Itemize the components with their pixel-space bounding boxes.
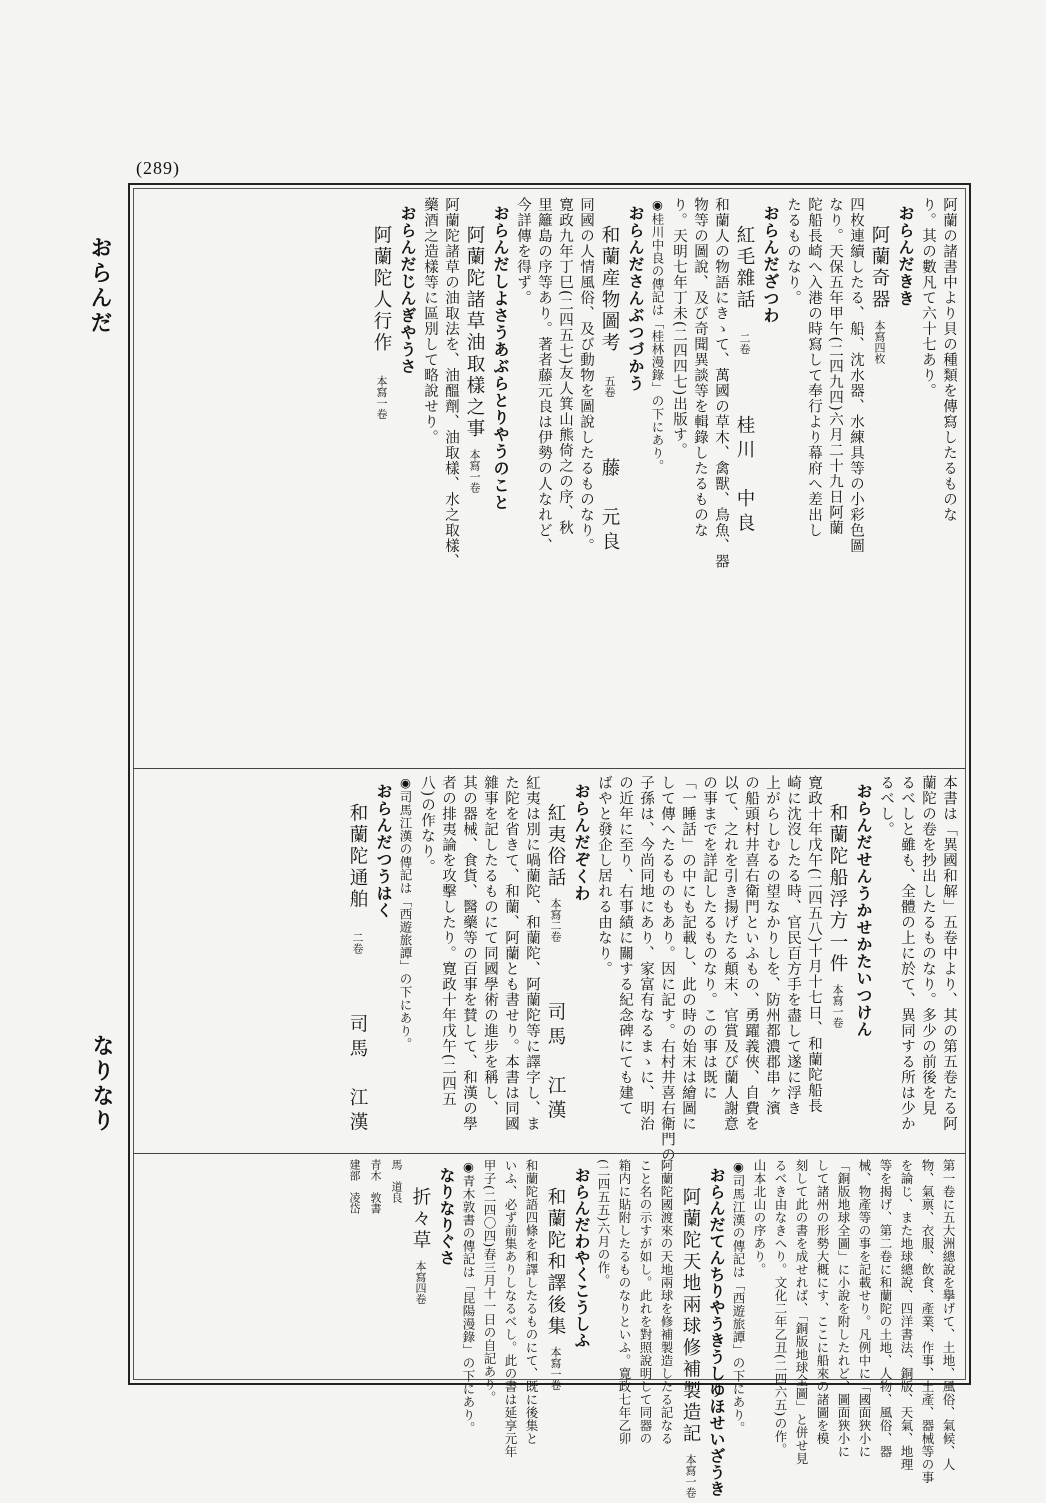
body-line: 本書は「異國和解」五卷中より、其の第五卷たる阿: [941, 775, 957, 1132]
running-head-top: おらんだ: [87, 236, 112, 336]
band-top: [140, 197, 959, 762]
entry-author: 建部 凌岱: [348, 1159, 361, 1214]
entry-volumes: 二卷: [738, 332, 751, 355]
text-column: [140, 1159, 959, 1498]
entry-heading: おらんだわやくこうしふ: [572, 1167, 591, 1349]
body-line: 阿蘭の諸書中より貝の種類を傳寫したるものな: [941, 197, 957, 523]
entry-meta: 本寫: [831, 983, 844, 1006]
entry-heading: おらんだぞくわ: [572, 783, 591, 902]
entry-volumes: 四枚: [873, 341, 886, 364]
entry-title: [542, 775, 569, 1147]
entry-title: [824, 775, 851, 1147]
body-line: の船頭村井喜右衛門といふもの、勇躍義俠、自費を: [743, 775, 759, 1132]
body-line: 子孫は、今尚同地にあり、家富有なるまゝに、明治: [638, 775, 654, 1132]
body-line: 紅夷は別に喎蘭陀、和蘭陀、阿蘭陀等に譯字し、ま: [524, 775, 540, 1132]
entry-heading: おらんだじんぎやうさ: [398, 205, 417, 375]
body-line: 箱内に貼附したるものなりといふ。寛政七年乙卯: [617, 1159, 632, 1445]
entry-volumes: 二卷: [549, 919, 562, 942]
body-line: 上がらしむるの望なかりしを、防州都濃郡串ヶ濱: [764, 775, 780, 1116]
band-divider: [133, 768, 966, 769]
page-number: (289): [136, 158, 180, 178]
entry-title: [596, 197, 623, 762]
title-text: 紅夷俗話: [545, 803, 566, 889]
body-line: を論じ、また地球總說、四洋書法、銅版、天氣、地理: [899, 1159, 914, 1471]
band-divider: [133, 1153, 966, 1154]
body-line: たるものなり。: [785, 197, 801, 306]
body-line: り。天明七年丁未(二四四七)出版す。: [671, 197, 687, 459]
body-line: 第一卷に五大洲總說を擧げて、土地、風俗、氣候、人: [941, 1159, 956, 1471]
body-line: るべき由なきへり。文化二年乙丑(二四六五)の作。: [773, 1159, 788, 1456]
title-text: 阿蘭奇器: [869, 225, 890, 311]
body-line: 刻して此の書を成せれば、「銅版地球全圖」と併せ見: [794, 1159, 809, 1465]
title-text: 阿蘭陀人行作: [371, 225, 392, 354]
entry-title: [677, 1159, 704, 1498]
entry-title: [731, 197, 758, 762]
body-line: 里籬島の序等あり。著者藤元良は伊勢の人なれど、: [536, 197, 552, 554]
body-line: 山本北山の序あり。: [752, 1159, 767, 1276]
title-text: 和蘭陀通舶: [347, 803, 368, 911]
body-line: 物、氣禀、衣服、飲食、產業、作事、土產、器械等の事: [920, 1159, 935, 1484]
entry-heading: おらんだしよさうあぶらとりやうのこと: [491, 205, 510, 511]
entry-author: 司馬 江漢: [347, 1014, 368, 1137]
body-line: るべし。: [878, 775, 894, 837]
body-line: 藥酒之造樣等に區別して略說せり。: [422, 197, 438, 445]
entry-volumes: 一卷: [468, 470, 481, 493]
body-line: 以て、之れを引き揚げたる顛末、官賞及び蘭人謝意: [722, 775, 738, 1132]
entry-author: 桂川 中良: [734, 414, 755, 537]
entry-title: [407, 1159, 434, 1379]
body-line: 和蘭陀語四條を和譯したるものにて、既に後集と: [524, 1159, 539, 1445]
body-line: 和蘭人の物語にきゝて、萬國の草木、禽獸、鳥魚、器: [713, 197, 729, 569]
title-text: 和蘭産物圖考: [599, 225, 620, 354]
reference-note: ◉司馬江漢の傳記は「西遊旅譚」の下にあり。: [398, 775, 413, 1051]
title-text: 阿蘭陀天地兩球修補製造記: [680, 1187, 701, 1445]
entry-meta: 本寫: [684, 1453, 697, 1476]
title-text: 和蘭陀和譯後集: [545, 1187, 566, 1338]
body-line: 寛政十年戊午(二四五八)十月十七日、和蘭陀船長: [806, 775, 822, 1114]
body-line: 陀船長崎へ入港の時寫して奉行より幕府へ差出し: [806, 197, 822, 538]
body-line: して傳へたるものもあり。因に記す。右村井喜右衛門の: [659, 775, 675, 1163]
body-line: して諸州の形勢大概にす、ここに船來の諸圖を模: [815, 1159, 830, 1445]
entry-meta: 本寫: [414, 1260, 427, 1283]
body-line: の事までを詳記したるものなり。この事は既に: [701, 775, 717, 1101]
entry-author: 藤 元良: [599, 457, 620, 556]
body-line: 其の器械、食貨、醫藥等の百事を賛して、和漢の學: [461, 775, 477, 1132]
entry-volumes: 四卷: [414, 1282, 427, 1305]
entry-meta: 本寫: [468, 448, 481, 471]
reference-note: ◉桂川中良の傳記は「桂林漫錄」の下にあり。: [650, 197, 665, 473]
body-line: の近年に至り、右事績に關する紀念碑にても建て: [617, 775, 633, 1116]
body-line: 八)の作なり。: [419, 775, 435, 875]
body-line: こと名の示すが如し。此れを對照說明して同器の: [638, 1159, 653, 1445]
entry-author: 青木 敦書: [369, 1159, 382, 1214]
entry-volumes: 一卷: [684, 1475, 697, 1498]
entry-title: [866, 197, 893, 762]
entry-heading: おらんだきき: [896, 205, 915, 307]
entry-volumes: 一卷: [549, 1368, 562, 1391]
body-line: り。其の數凡て六十七あり。: [920, 197, 936, 399]
body-line: 者の排夷論を攻擊したり。寛政十年戊午(二四五: [440, 775, 456, 1108]
title-text: 阿蘭陀諸草油取樣之事: [464, 225, 485, 440]
entry-heading: なりなりぐさ: [437, 1167, 456, 1266]
body-line: 崎に沈沒したる時、官民百方手を盡して遂に浮き: [785, 775, 801, 1116]
entry-volumes: 一卷: [375, 397, 388, 420]
entry-heading: おらんだつうはく: [374, 783, 393, 919]
entry-meta: 本寫: [549, 897, 562, 920]
entry-heading: おらんださんぶつづかう: [626, 205, 645, 392]
body-line: いふ、必ず前集ありしなるべし。此の書は延享元年: [503, 1159, 518, 1458]
entry-author: 司馬 江漢: [545, 1001, 566, 1125]
entry-title: [368, 197, 395, 762]
body-line: ばやと發企し居れる由なり。: [596, 775, 612, 977]
title-text: 紅毛雜話: [734, 225, 755, 311]
band-bottom: [140, 1159, 959, 1498]
entry-heading: おらんだせんうかせかたいつけん: [854, 783, 873, 1038]
running-head-bottom: なりなり: [89, 1034, 114, 1134]
title-text: 折々草: [410, 1187, 431, 1252]
body-line: 今詳傳を得ず。: [515, 197, 531, 306]
body-line: 四枚連續したる、船、沈水器、水練具等の小彩色圖: [848, 197, 864, 554]
entry-heading: おらんだざつわ: [761, 205, 780, 324]
entry-title: [542, 1159, 569, 1391]
band-middle: [140, 775, 959, 1163]
body-line: (二四五五)六月の作。: [596, 1159, 611, 1287]
body-line: 甲子(二四〇四)春三月十一日の自記あり。: [482, 1159, 497, 1404]
reference-note: ◉司馬江漢の傳記は「西遊旅譚」の下にあり。: [731, 1159, 746, 1435]
page-frame: [128, 183, 971, 1498]
body-line: 械、物產等の事を記載せり。凡例中に「國面狹小に: [857, 1159, 872, 1458]
entry-volumes: 二卷: [351, 932, 364, 954]
entry-title: [461, 197, 488, 762]
body-line: 「一睡話」の中にも記載し、此の時の始末は繪圖に: [680, 775, 696, 1132]
text-column: [140, 197, 959, 762]
title-text: 和蘭陀船浮方一件: [827, 803, 848, 975]
body-line: 蘭陀の卷を抄出したるものなり。多少の前後を見: [920, 775, 936, 1116]
body-line: 同國の人情風俗、及び動物を圖說したるものなり。: [578, 197, 594, 554]
body-line: 雜事を記したるものにて同國學術の進步を稱し、: [482, 775, 498, 1116]
body-line: なり。天保五年甲午(二四九四)六月二十九日阿蘭: [827, 197, 843, 536]
entry-volumes: 五卷: [603, 375, 616, 398]
body-line: 寛政九年丁巳(二四五七)友人箕山熊倚之の序、秋: [557, 197, 573, 536]
body-line: 物等の圖說、及び奇聞異談等を輯錄したるものな: [692, 197, 708, 538]
body-line: 阿蘭陀諸草の油取法を、油醞劑、油取樣、水之取樣、: [443, 197, 459, 569]
body-line: 等を揭げ、第二卷に和蘭陀の土地、人物、風俗、器: [878, 1159, 893, 1458]
text-column: [140, 775, 959, 1163]
body-line: 「銅版地球全圖」に小說を附したれど、圖面狹小に: [836, 1159, 851, 1458]
entry-meta: 本寫: [549, 1346, 562, 1369]
entry-meta: 本寫: [375, 375, 388, 398]
reference-note: ◉青木敦書の傳記は「昆陽漫錄」の下にあり。: [461, 1159, 476, 1435]
entry-author: 馬 道良: [390, 1159, 403, 1203]
body-line: た陀を省きて、和蘭、阿蘭とも書せり。本書は同國: [503, 775, 519, 1132]
body-line: 阿蘭陀國渡來の天地兩球を修補製造したる記なる: [659, 1159, 674, 1445]
entry-volumes: 一卷: [831, 1005, 844, 1028]
body-line: るべしと雖も、全體の上に於て、異同する所は少か: [899, 775, 915, 1132]
entry-heading: おらんだてんちりやうきうしゆほせいざうき: [707, 1167, 726, 1497]
entry-meta: 本寫: [873, 319, 886, 342]
entry-title: [344, 775, 371, 1147]
